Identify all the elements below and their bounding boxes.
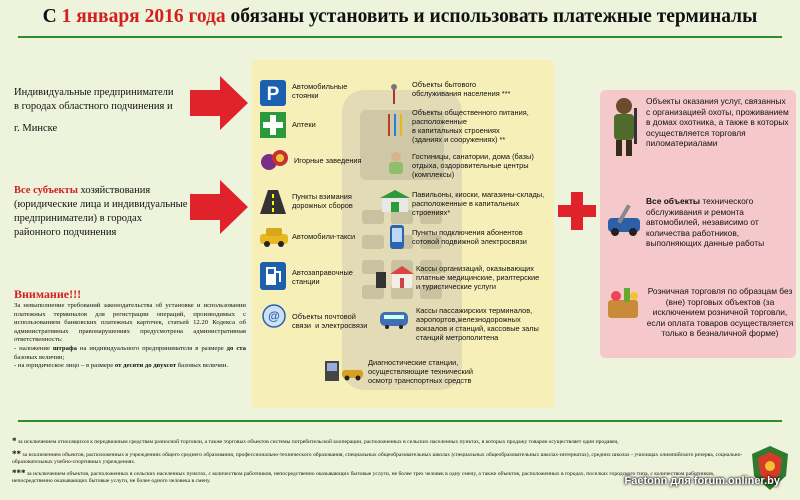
right-text-retail-samples: Розничная торговля по образцам без (вне) торговых объектов (за исключением розничной торговли, если оплата товаров осуществляется только в безналичной форме)	[646, 286, 794, 338]
fuel-pump-icon	[260, 262, 286, 290]
item-terminal-cashdesks: Кассы пассажирских терминалов, аэропортов,железнодорожных вокзалов и станций, кассовые залы станций метрополитена	[416, 306, 539, 342]
road-icon	[260, 188, 286, 214]
item-parking: Автомобильные стоянки	[292, 82, 348, 100]
item-hotels: Гостиницы, санатории, дома (базы) отдыха, оздоровительные центры (комплексы)	[412, 152, 534, 179]
title-date: 1 января 2016 года	[61, 6, 226, 27]
page-title: С 1 января 2016 года обязаны установить и использовать платежные терминалы	[42, 6, 758, 27]
terminal-objects-panel	[252, 60, 554, 408]
phone-icon	[386, 224, 408, 250]
parking-icon	[260, 80, 286, 106]
email-icon	[262, 304, 286, 328]
footnote-2: ** за исключением объектов, расположенных в учреждениях общего среднего образования, профессионально-технического образования, специальных общеобразовательных школах (специальных общеобразовательных школах-интернатах), средних школах - училищах олимпийского резерва, социально-образовательных учебно-спортивных учреждениях.	[12, 449, 743, 466]
additional-objects-panel	[600, 90, 796, 358]
car-diagnostics-icon	[324, 360, 364, 382]
store-icon	[380, 190, 410, 212]
item-diagnostic-stations: Диагностические станции, осуществляющие технический осмотр транспортных средств	[368, 358, 473, 385]
item-gas-stations: Автозаправочные станции	[292, 268, 353, 286]
svg-text:@: @	[268, 309, 280, 323]
cutlery-icon	[384, 112, 406, 138]
item-casino: Игорные заведения	[294, 156, 362, 165]
left-block-all-subjects: Все субъекты хозяйствования (юридические лица и индивидуальные предприниматели) в городах районного подчинения	[14, 185, 188, 238]
watermark: Faetonn для forum.onliner.by	[624, 475, 780, 487]
right-text-car-service: Все объекты технического обслуживания и ремонта автомобилей, независимо от количества работников, выполняющих данные работы	[646, 196, 765, 248]
item-medical-cashdesks: Кассы организаций, оказывающих платные медицинские, риэлтерские и туристические услуги	[416, 264, 540, 291]
plus-icon	[558, 192, 596, 230]
footnote-1: * за исключением относящихся к передвижным средствам разносной торговли, а также торговых объектов системы потребительской кооперации, расположенных в сельских населенных пунктах, в которых продажу товаров осуществляет один продавец.	[12, 436, 619, 446]
item-mobile-points: Пункты подключения абонентов сотовой подвижной электросвязи	[412, 228, 527, 246]
casino-chips-icon	[260, 148, 290, 172]
item-toll-points: Пункты взимания дорожных сборов	[292, 192, 353, 210]
bottom-divider	[18, 420, 782, 422]
medical-house-icon	[374, 264, 414, 288]
item-taxi: Автомобили-такси	[292, 232, 356, 241]
warning-title: Внимание!!!	[14, 287, 82, 301]
train-icon	[378, 308, 410, 330]
left-block-entrepreneurs: Индивидуальные предприниматели в городах областного подчинения и г. Минске	[14, 87, 174, 134]
item-pharmacy: Аптеки	[292, 120, 316, 129]
red-arrow-icon	[190, 76, 248, 130]
grocery-basket-icon	[604, 286, 642, 320]
taxi-icon	[258, 226, 290, 248]
item-household-services: Объекты бытового обслуживания населения ***	[412, 80, 511, 98]
top-divider	[18, 36, 782, 38]
warning-text: За невыполнение требований законодательства об установке и использовании платежных терминалов для регистрации операций, производимых с использованием банковских платежных карточек, статьей 12.20 Кодекса об административных правонарушениях предусмотрена административная ответственность: - наложение штрафа на индивидуального предпринимателя в размере до ста базовых величин; - на юридическое лицо – в размере от десяти до двухсот базовых величин.	[14, 302, 246, 370]
item-catering: Объекты общественного питания, расположенные в капитальных строениях (зданиях и сооружениях) **	[412, 108, 529, 144]
pharmacy-cross-icon	[260, 112, 286, 138]
hunter-icon	[604, 96, 644, 158]
red-arrow-icon	[190, 180, 248, 234]
right-text-hunting: Объекты оказания услуг, связанных с организацией охоты, проживанием в домах охотника, а также в которых осуществляется торговля пиломатериалами	[646, 96, 789, 148]
footnote-3: *** за исключением объектов, расположенных в сельских населенных пунктах, с количеством работников, непосредственно оказывающих бытовые услуги, не более трех человек в одну смену, а также объектов, расположенных в городах, поселках городского типа, с количеством работников, непосредственно оказывающих бытовые услуги, не более одного человека в смену.	[12, 468, 715, 485]
tools-icon	[384, 84, 404, 106]
svg-text:P: P	[266, 84, 280, 105]
item-pavilions: Павильоны, киоски, магазины-склады, расположенные в капитальных строениях*	[412, 190, 545, 217]
hotel-icon	[384, 150, 408, 176]
item-post: Объекты почтовой связи и электросвязи	[292, 312, 368, 330]
car-repair-icon	[604, 202, 644, 242]
